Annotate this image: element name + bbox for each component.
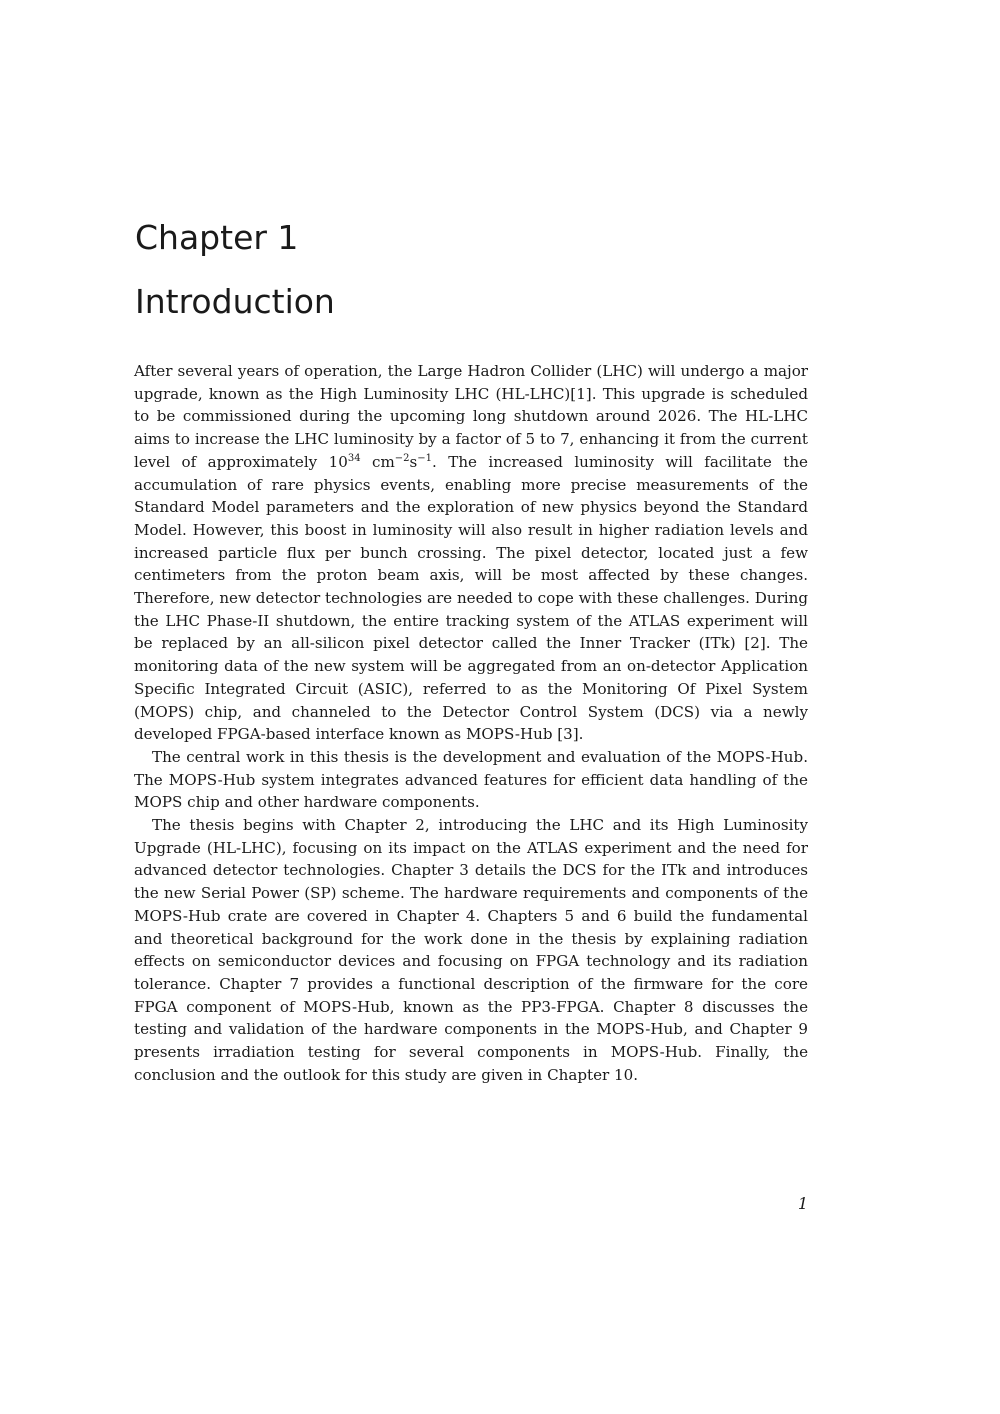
unit-cm-exponent: −2 <box>394 452 410 464</box>
paragraph-1 <box>134 360 808 746</box>
unit-cm: cm <box>360 452 395 471</box>
page-number: 1 <box>797 1194 808 1213</box>
body-text <box>134 360 808 1087</box>
paragraph-2: The central work in this thesis is the development and evaluation of the MOPS-Hub. The MOPS-Hub system integrates advanced features for efficient data handling of the MOPS chip and other hardware components. <box>134 747 808 812</box>
chapter-title: Introduction <box>135 282 335 321</box>
unit-s: s <box>409 452 418 471</box>
luminosity-exponent: 34 <box>347 452 361 464</box>
paragraph-1-text-end: . The increased luminosity will facilitate the accumulation of rare physics events, enabling more precise measurements of the Standard Model parameters and the exploration of new physics beyond the Standard Model. However, this boost in luminosity will also result in higher radiation levels and increased particle flux per bunch crossing. The pixel detector, located just a few centimeters from the proton beam axis, will be most affected by these changes. Therefore, new detector technologies are needed to cope with these challenges. During the LHC Phase-II shutdown, the entire tracking system of the ATLAS experiment will be replaced by an all-silicon pixel detector called the Inner Tracker (ITk) [2]. The monitoring data of the new system will be aggregated from an on-detector Application Specific Integrated Circuit (ASIC), referred to as the Monitoring Of Pixel System (MOPS) chip, and channeled to the Detector Control System (DCS) via a newly developed FPGA-based interface known as MOPS-Hub [3]. <box>134 452 808 744</box>
paragraph-1-text-start: After several years of operation, the Large Hadron Collider (LHC) will undergo a major upgrade, known as the High Luminosity LHC (HL-LHC)[1]. This upgrade is scheduled to be commissioned during the upcoming long shutdown around 2026. The HL-LHC aims to increase the LHC luminosity by a factor of 5 to 7, enhancing it from the current level of approximately 10 <box>134 362 808 471</box>
unit-s-exponent: −1 <box>417 452 433 464</box>
paragraph-3: The thesis begins with Chapter 2, introducing the LHC and its High Luminosity Upgrade (HL-LHC), focusing on its impact on the ATLAS experiment and the need for advanced detector technologies. Chapter 3 details the DCS for the ITk and introduces the new Serial Power (SP) scheme. The hardware requirements and components of the MOPS-Hub crate are covered in Chapter 4. Chapters 5 and 6 build the fundamental and theoretical background for the work done in the thesis by explaining radiation effects on semiconductor devices and focusing on FPGA technology and its radiation tolerance. Chapter 7 provides a functional description of the firmware for the core FPGA component of MOPS-Hub, known as the PP3-FPGA. Chapter 8 discusses the testing and validation of the hardware components in the MOPS-Hub, and Chapter 9 presents irradiation testing for several components in MOPS-Hub. Finally, the conclusion and the outlook for this study are given in Chapter 10. <box>134 816 808 1084</box>
chapter-label: Chapter 1 <box>135 218 299 257</box>
